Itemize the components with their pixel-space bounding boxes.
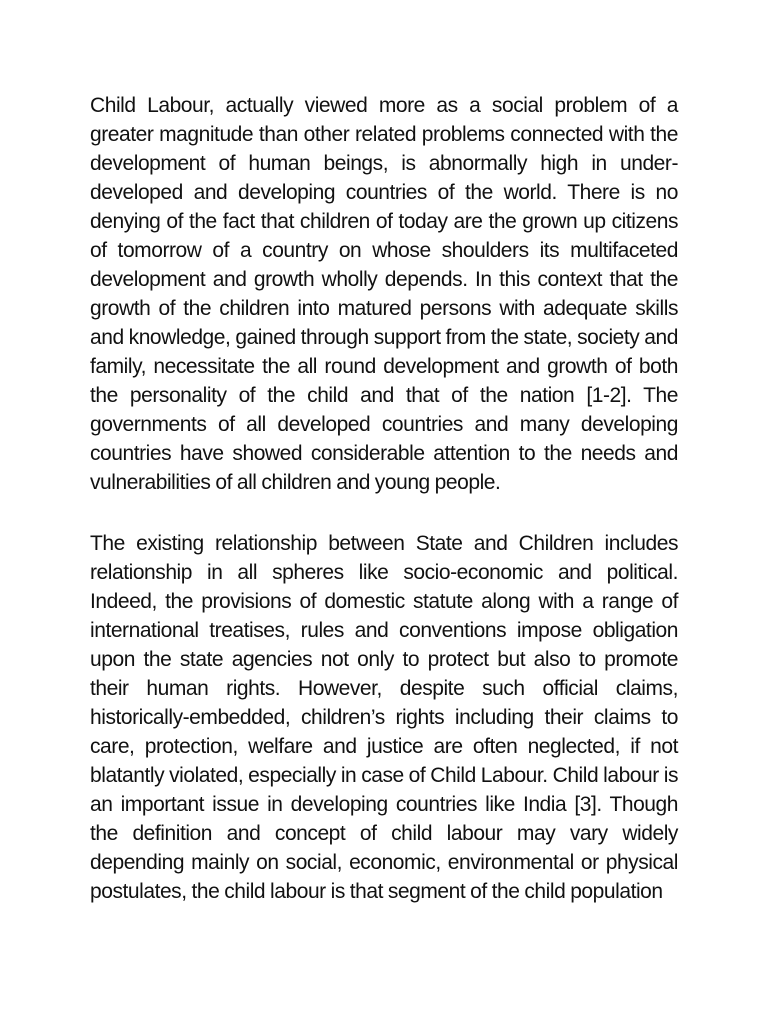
paragraph-1: Child Labour, actually viewed more as a social problem of a greater magnitude than other related problems connected with the development of human beings, is abnormally high in under-developed and developing countries of the world. There is no denying of the fact that children of today are the grown up citizens of tomorrow of a country on whose shoulders its multifaceted development and growth wholly depends. In this context that the growth of the children into matured persons with adequate skills and knowledge, gained through support from the state, society and family, necessitate the all round development and growth of both the personality of the child and that of the nation [1-2]. The governments of all developed countries and many developing countries have showed considerable attention to the needs and vulnerabilities of all children and young people. <box>90 94 678 494</box>
paragraph-2: The existing relationship between State and Children includes relationship in all spheres like socio-economic and political. Indeed, the provisions of domestic statute along with a range of international treatises, rules and conventions impose obligation upon the state agencies not only to protect but also to promote their human rights. However, despite such official claims, historically-embedded, children’s rights including their claims to care, protection, welfare and justice are often neglected, if not blatantly violated, especially in case of Child Labour. Child labour is an important issue in developing countries like India [3]. Though the definition and concept of child labour may vary widely depending mainly on social, economic, environmental or physical postulates, the child labour is that segment of the child population <box>90 532 678 903</box>
document-page <box>90 91 678 906</box>
